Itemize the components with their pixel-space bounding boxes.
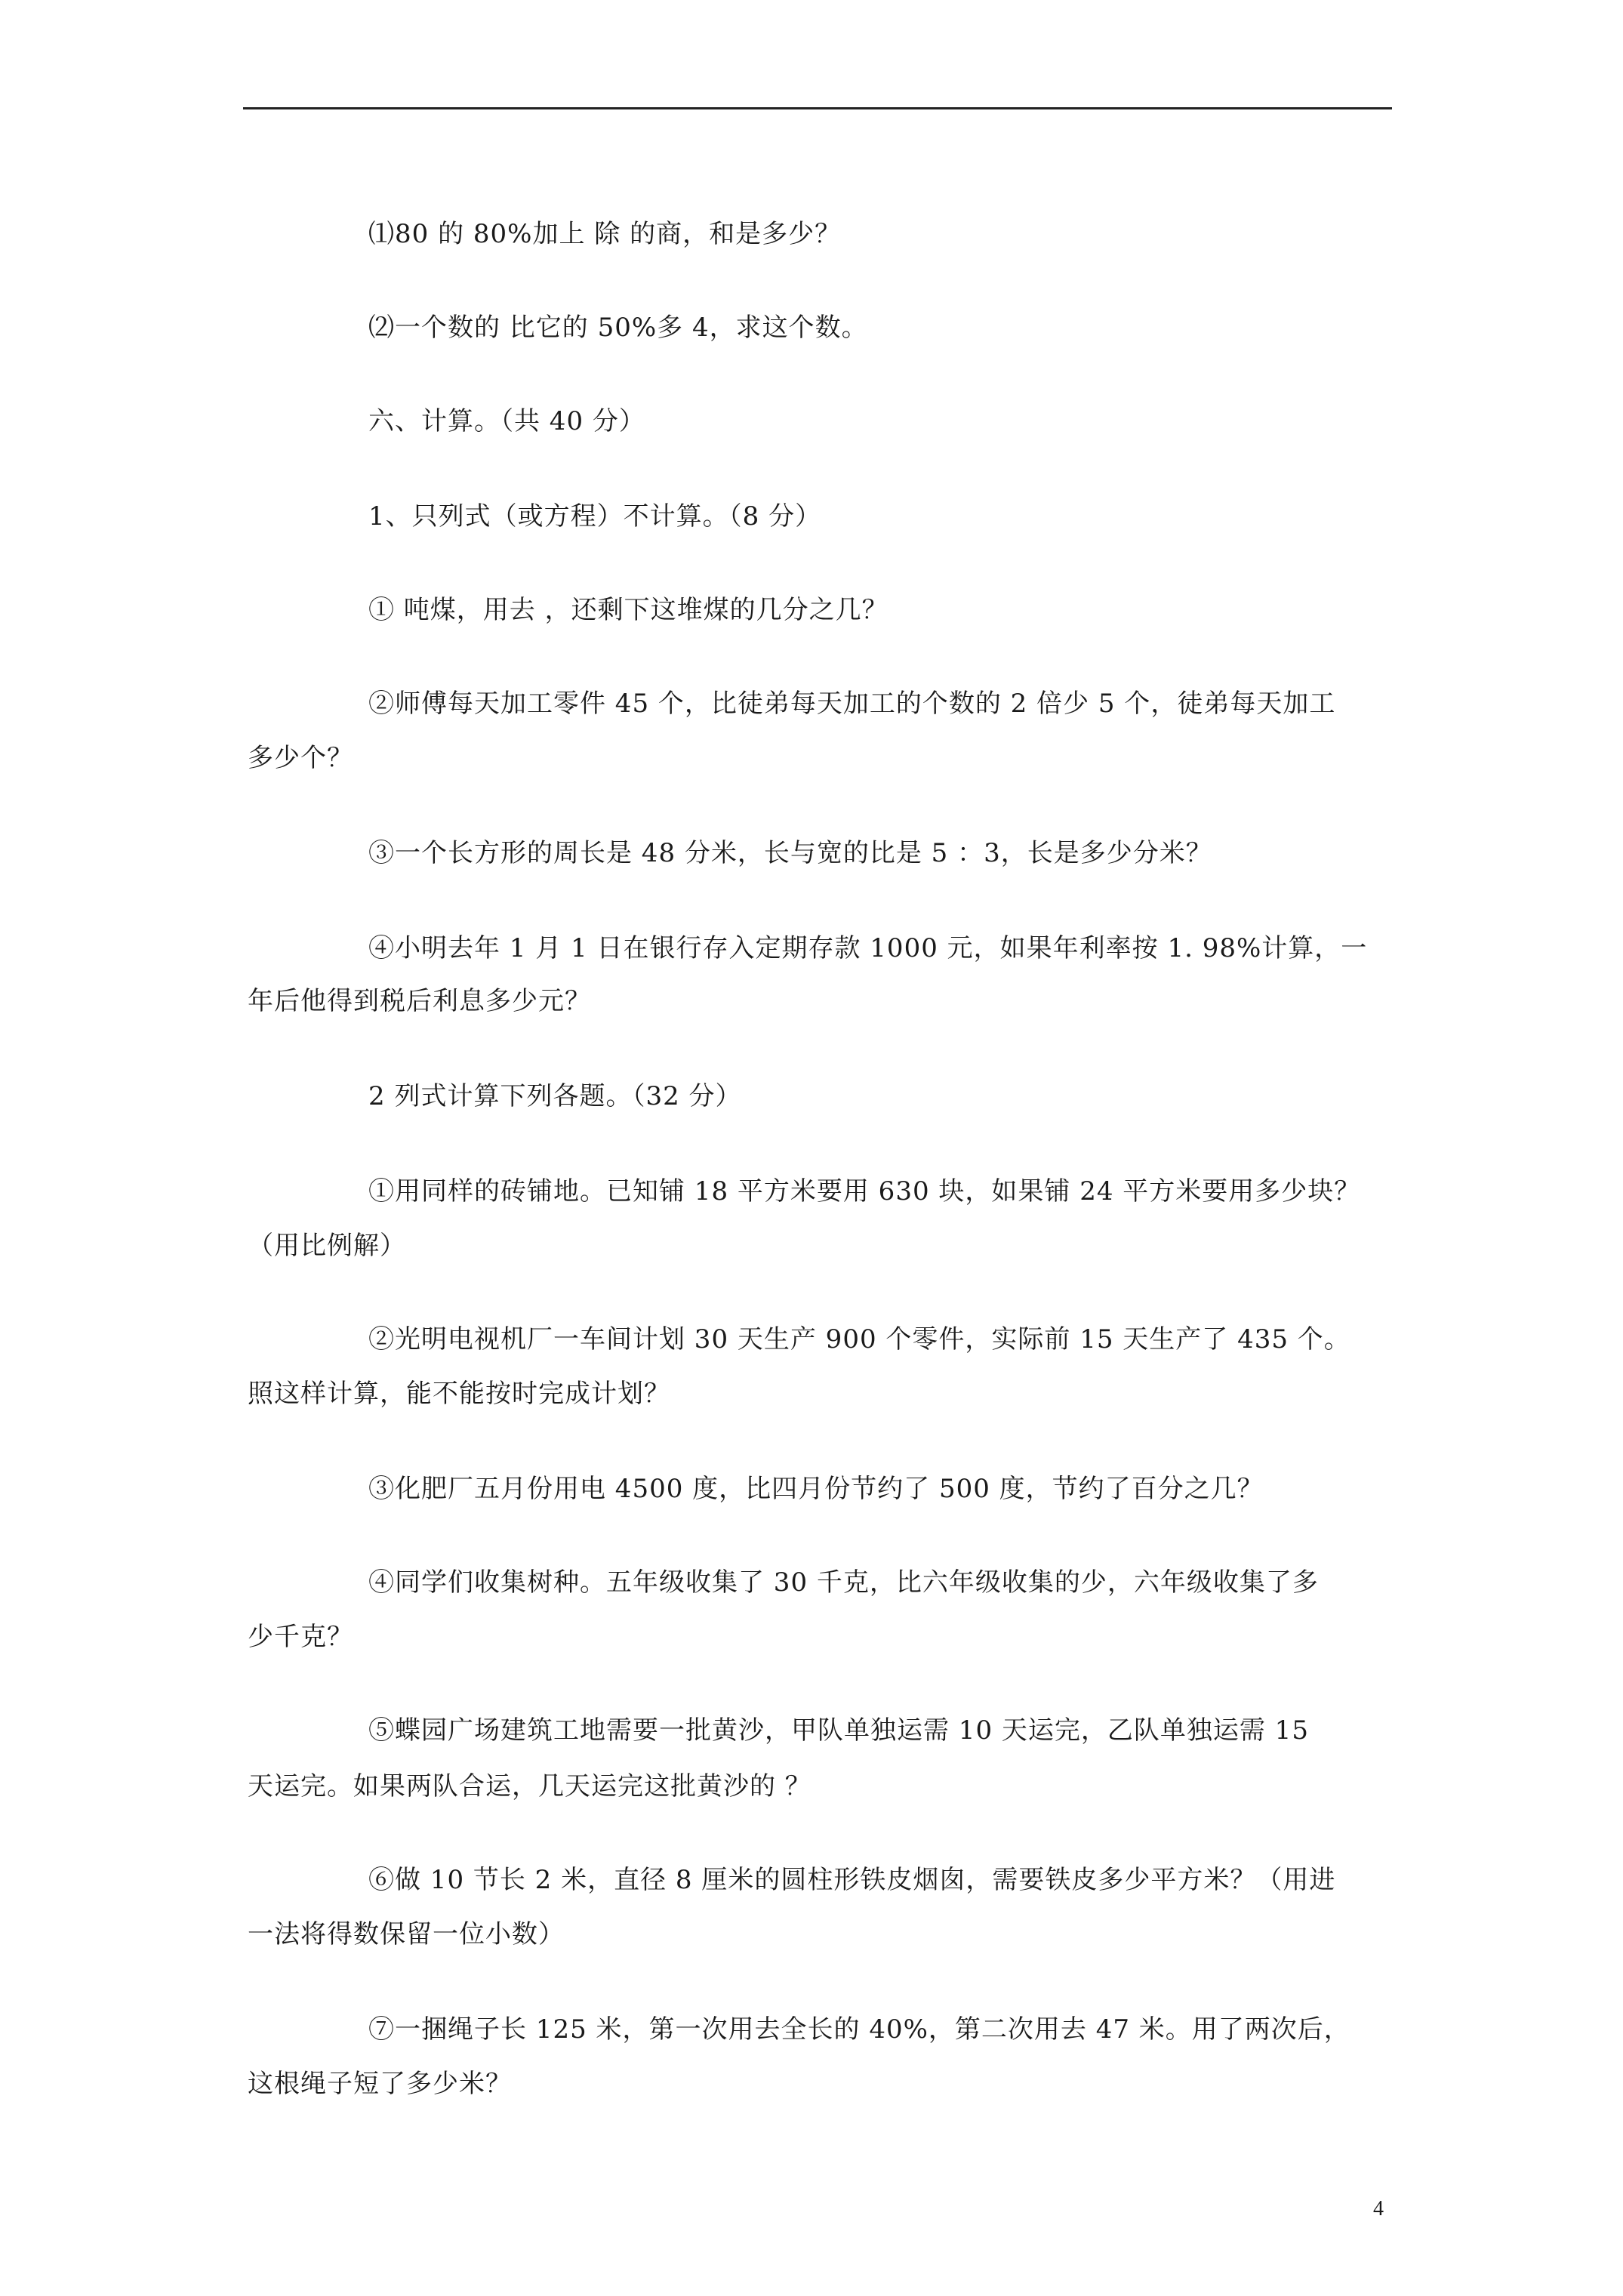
text-line: （用比例解） <box>248 1231 406 1261</box>
header-rule <box>243 107 1392 109</box>
text-line: 年后他得到税后利息多少元？ <box>248 986 591 1016</box>
sub-heading: 2 列式计算下列各题。（32 分） <box>368 1081 742 1111</box>
text-line: ⑤蝶园广场建筑工地需要一批黄沙，甲队单独运需 10 天运完，乙队单独运需 15 <box>368 1715 1309 1746</box>
text-line: 一法将得数保留一位小数） <box>248 1919 565 1949</box>
text-line: 这根绳子短了多少米？ <box>248 2069 512 2099</box>
text-line: ③化肥厂五月份用电 4500 度，比四月份节约了 500 度，节约了百分之几？ <box>368 1474 1264 1504</box>
text-line: 照这样计算，能不能按时完成计划？ <box>248 1379 670 1409</box>
text-line: ②师傅每天加工零件 45 个，比徒弟每天加工的个数的 2 倍少 5 个，徒弟每天加工 <box>368 689 1336 719</box>
text-line: ④小明去年 1 月 1 日在银行存入定期存款 1000 元，如果年利率按 1. 98%计算，一 <box>368 933 1368 963</box>
text-line: 少千克？ <box>248 1622 353 1652</box>
text-line: 天运完。如果两队合运，几天运完这批黄沙的 ？ <box>248 1771 812 1801</box>
section-heading: 六、计算。（共 40 分） <box>368 406 645 436</box>
text-line: 多少个？ <box>248 743 353 773</box>
text-line: ④同学们收集树种。五年级收集了 30 千克，比六年级收集的少，六年级收集了多 <box>368 1567 1319 1598</box>
text-line: ⑵一个数的 比它的 50%多 4，求这个数。 <box>368 313 868 343</box>
text-line: ①用同样的砖铺地。已知铺 18 平方米要用 630 块，如果铺 24 平方米要用多少块？ <box>368 1176 1361 1207</box>
page-number: 4 <box>1373 2197 1384 2220</box>
text-line: ⑴80 的 80%加上 除 的商，和是多少？ <box>368 219 842 249</box>
text-line: ⑥做 10 节长 2 米，直径 8 厘米的圆柱形铁皮烟囱，需要铁皮多少平方米？（用进 <box>368 1865 1336 1895</box>
sub-heading: 1、只列式（或方程）不计算。（8 分） <box>368 501 822 532</box>
text-line: ① 吨煤，用去 ，还剩下这堆煤的几分之几？ <box>368 595 888 625</box>
text-line: ⑦一捆绳子长 125 米，第一次用去全长的 40%，第二次用去 47 米。用了两次后， <box>368 2014 1350 2045</box>
text-line: ③一个长方形的周长是 48 分米，长与宽的比是 5 ：3，长是多少分米？ <box>368 838 1212 868</box>
text-line: ②光明电视机厂一车间计划 30 天生产 900 个零件，实际前 15 天生产了 435 个。 <box>368 1324 1350 1354</box>
